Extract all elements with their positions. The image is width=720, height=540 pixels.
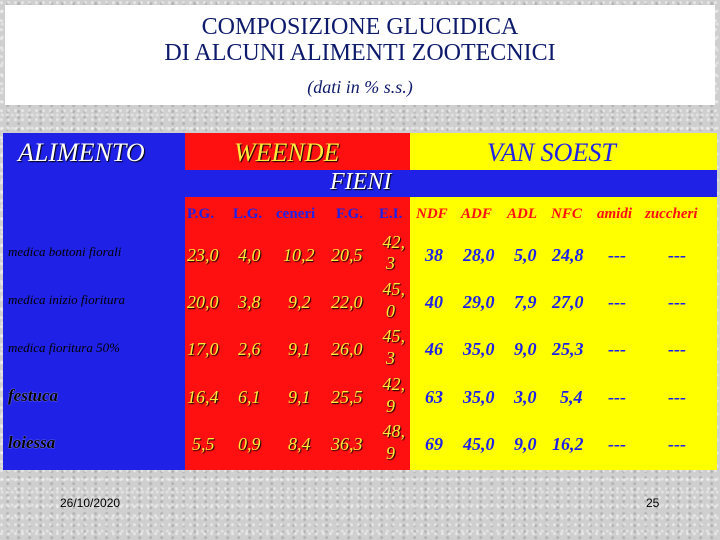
cell-lg: 4,0 xyxy=(238,245,261,265)
cell-ceneri: 9,2 xyxy=(288,292,311,312)
food-label: festuca xyxy=(8,386,59,405)
title-line-1: COMPOSIZIONE GLUCIDICA xyxy=(201,14,519,40)
cell-adl: 9,0 xyxy=(514,434,537,454)
cell-nfc: 27,0 xyxy=(552,292,584,312)
cell-adf: 35,0 xyxy=(463,339,495,359)
col-lg: L.G. xyxy=(233,206,263,222)
cell-ceneri: 8,4 xyxy=(288,434,311,454)
food-label: medica fioritura 50% xyxy=(8,340,120,355)
cell-lg: 0,9 xyxy=(238,434,261,454)
cell-amidi: --- xyxy=(608,387,626,407)
cell-fg: 22,0 xyxy=(331,292,363,312)
cell-zuccheri: --- xyxy=(668,292,686,312)
col-adf: ADF xyxy=(461,206,492,222)
cell-zuccheri: --- xyxy=(668,339,686,359)
cell-adf: 29,0 xyxy=(463,292,495,312)
food-label: loiessa xyxy=(8,433,56,452)
cell-amidi: --- xyxy=(608,292,626,312)
cell-ceneri: 9,1 xyxy=(288,387,311,407)
slide-date: 26/10/2020 xyxy=(60,496,121,510)
cell-ndf: 69 xyxy=(425,434,443,454)
cell-ei-line1: 45, xyxy=(382,326,405,346)
col-ei: E.I. xyxy=(379,206,403,222)
header-vansoest: VAN SOEST xyxy=(487,138,616,167)
cell-ndf: 46 xyxy=(425,339,443,359)
col-nfc: NFC xyxy=(551,206,582,222)
col-ndf: NDF xyxy=(416,206,448,222)
cell-ei-line1: 45, xyxy=(382,279,405,299)
col-pg: P.G. xyxy=(187,206,214,222)
cell-adl: 3,0 xyxy=(514,387,537,407)
cell-ei-line2: 3 xyxy=(386,348,395,368)
cell-nfc: 25,3 xyxy=(552,339,584,359)
page-number: 25 xyxy=(646,496,660,510)
cell-pg: 16,4 xyxy=(187,387,219,407)
cell-ei-line2: 3 xyxy=(386,253,395,273)
cell-lg: 3,8 xyxy=(238,292,261,312)
cell-amidi: --- xyxy=(608,434,626,454)
cell-pg: 17,0 xyxy=(187,339,219,359)
cell-adl: 5,0 xyxy=(514,245,537,265)
cell-ei-line1: 42, xyxy=(382,232,405,252)
cell-ei-line2: 9 xyxy=(386,443,395,463)
cell-nfc: 24,8 xyxy=(552,245,584,265)
cell-nfc: 16,2 xyxy=(552,434,584,454)
cell-adf: 28,0 xyxy=(463,245,495,265)
cell-fg: 25,5 xyxy=(331,387,363,407)
cell-lg: 2,6 xyxy=(238,339,261,359)
cell-zuccheri: --- xyxy=(668,434,686,454)
col-fg: F.G. xyxy=(336,206,363,222)
cell-pg: 20,0 xyxy=(187,292,219,312)
food-label: medica bottoni fiorali xyxy=(8,244,122,259)
cell-nfc: 5,4 xyxy=(560,387,583,407)
title-line-2: DI ALCUNI ALIMENTI ZOOTECNICI xyxy=(164,40,556,66)
cell-ei-line2: 9 xyxy=(386,396,395,416)
subtitle: (dati in % s.s.) xyxy=(307,77,413,97)
header-fieni: FIENI xyxy=(330,169,392,195)
cell-adl: 9,0 xyxy=(514,339,537,359)
cell-ceneri: 9,1 xyxy=(288,339,311,359)
cell-ei-line1: 48, xyxy=(382,421,405,441)
header-alimento: ALIMENTO xyxy=(18,138,145,167)
cell-pg: 23,0 xyxy=(187,245,219,265)
col-ceneri: ceneri xyxy=(276,206,316,222)
cell-lg: 6,1 xyxy=(238,387,261,407)
cell-zuccheri: --- xyxy=(668,387,686,407)
col-adl: ADL xyxy=(507,206,537,222)
cell-amidi: --- xyxy=(608,339,626,359)
header-weende: WEENDE xyxy=(234,138,340,167)
cell-ndf: 63 xyxy=(425,387,443,407)
cell-adf: 45,0 xyxy=(463,434,495,454)
col-amidi: amidi xyxy=(597,206,633,222)
cell-ei-line1: 42, xyxy=(382,374,405,394)
cell-fg: 36,3 xyxy=(331,434,363,454)
cell-adl: 7,9 xyxy=(514,292,537,312)
cell-ndf: 40 xyxy=(425,292,443,312)
cell-amidi: --- xyxy=(608,245,626,265)
food-label: medica inizio fioritura xyxy=(8,292,125,307)
cell-ei-line2: 0 xyxy=(386,301,395,321)
cell-fg: 26,0 xyxy=(331,339,363,359)
title-box xyxy=(5,5,715,105)
cell-pg: 5,5 xyxy=(192,434,215,454)
cell-fg: 20,5 xyxy=(331,245,363,265)
col-zuccheri: zuccheri xyxy=(645,206,698,222)
cell-zuccheri: --- xyxy=(668,245,686,265)
cell-ceneri: 10,2 xyxy=(283,245,315,265)
cell-ndf: 38 xyxy=(425,245,443,265)
cell-adf: 35,0 xyxy=(463,387,495,407)
